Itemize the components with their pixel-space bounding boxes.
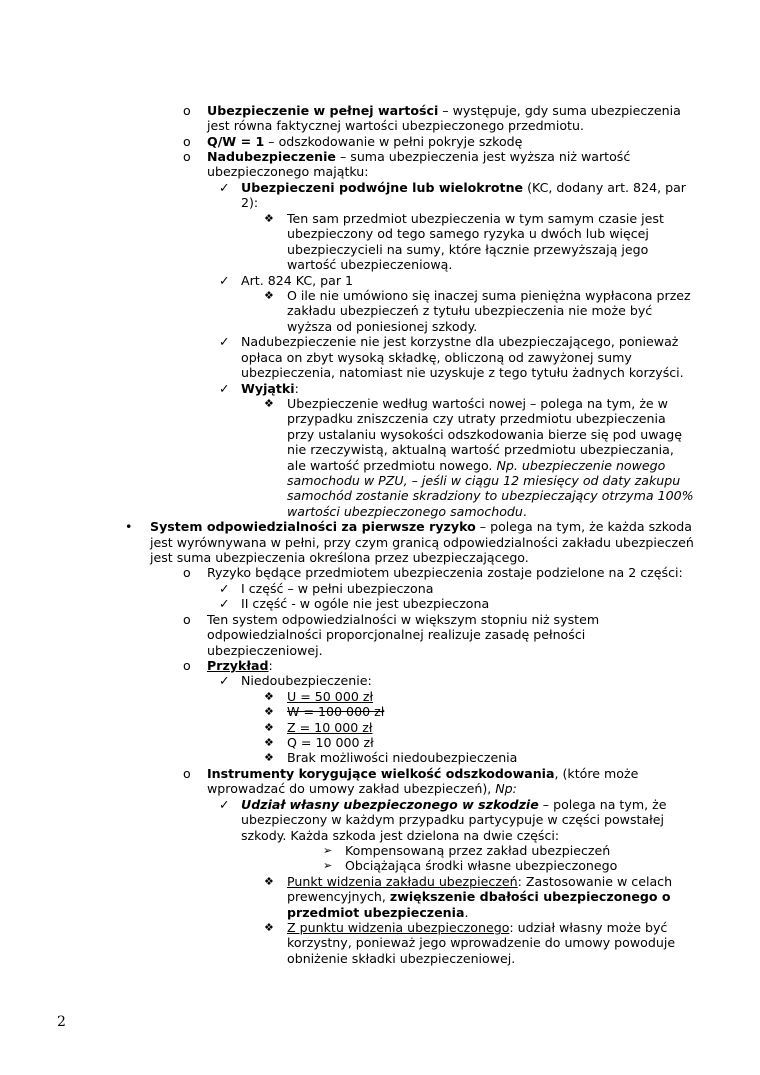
text-line: System odpowiedzialności za pierwsze ryzyko – polega na tym, że każda szkoda: [150, 519, 693, 534]
text-line: Q = 10 000 zł: [287, 735, 374, 750]
text-line: Brak możliwości niedoubezpieczenia: [287, 750, 518, 765]
bullet-dot: •: [125, 519, 133, 534]
text-line: ubezpieczycieli na sumy, które łącznie przewyższają jego: [287, 242, 649, 257]
diamond-bullet-icon: ❖: [264, 875, 274, 888]
text-line: ubezpieczenia, natomiast nie uzyskuje z tego tytułu żadnych korzyści.: [241, 365, 684, 380]
text-line: ale wartość przedmiotu nowego. Np. ubezpieczenie nowego: [287, 458, 666, 473]
text-line: prewencyjnych, zwiększenie dbałości ubezpieczonego o: [287, 889, 671, 904]
text-line: samochodu w PZU, – jeśli w ciągu 12 miesięcy od daty zakupu: [287, 473, 681, 488]
bullet-o: o: [183, 658, 191, 673]
text-line: Kompensowaną przez zakład ubezpieczeń: [345, 843, 611, 858]
text-line: jest wyrównywana w pełni, przy czym granicą odpowiedzialności zakładu ubezpieczeń: [150, 535, 694, 550]
text-line: przy ustalaniu wysokości odszkodowania bierze się pod uwagę: [287, 427, 683, 442]
text-line: W = 100 000 zł: [287, 704, 385, 719]
text-line: ubezpieczony w każdym przypadku partycypuje w części powstałej: [241, 812, 665, 827]
checkmark-icon: ✓: [219, 180, 230, 195]
bullet-o: o: [183, 134, 191, 149]
text-line: Ryzyko będące przedmiotem ubezpieczenia zostaje podzielone na 2 części:: [207, 565, 683, 580]
text-line: Instrumenty korygujące wielkość odszkodowania, (które może: [207, 766, 639, 781]
text-line: Niedoubezpieczenie:: [241, 673, 372, 688]
text-line: jest równa faktycznej wartości ubezpieczonego przedmiotu.: [207, 118, 584, 133]
checkmark-icon: ✓: [219, 273, 230, 288]
text-line: Wyjątki:: [241, 381, 299, 396]
text-line: Z = 10 000 zł: [287, 720, 373, 735]
checkmark-icon: ✓: [219, 334, 230, 349]
bullet-o: o: [183, 149, 191, 164]
text-line: I część – w pełni ubezpieczona: [241, 581, 434, 596]
bullet-o: o: [183, 103, 191, 118]
bullet-o: o: [183, 565, 191, 580]
text-line: jest suma ubezpieczenia określona przez ubezpieczającego.: [150, 550, 529, 565]
text-line: Nadubezpieczenie nie jest korzystne dla ubezpieczającego, ponieważ: [241, 334, 679, 349]
text-line: nie rzeczywistą, aktualną wartość przedmiotu ubezpieczania,: [287, 442, 674, 457]
text-line: Punkt widzenia zakładu ubezpieczeń: Zastosowanie w celach: [287, 874, 673, 889]
text-line: Obciążająca środki własne ubezpieczonego: [345, 858, 618, 873]
text-line: wartości ubezpieczonego samochodu.: [287, 504, 527, 519]
checkmark-icon: ✓: [219, 797, 230, 812]
text-line: Ten sam przedmiot ubezpieczenia w tym samym czasie jest: [287, 211, 664, 226]
arrow-bullet-icon: ➢: [323, 859, 333, 872]
text-line: II część - w ogóle nie jest ubezpieczona: [241, 596, 490, 611]
text-line: przedmiot ubezpieczenia.: [287, 905, 469, 920]
text-line: samochód zostanie skradziony to ubezpieczający otrzyma 100%: [287, 488, 694, 503]
diamond-bullet-icon: ❖: [264, 721, 274, 734]
text-line: zakładu ubezpieczeń z tytułu ubezpieczenia nie może być: [287, 303, 653, 318]
diamond-bullet-icon: ❖: [264, 212, 274, 225]
bullet-o: o: [183, 766, 191, 781]
text-line: odpowiedzialności proporcjonalnej realizuje zasadę pełności: [207, 627, 586, 642]
arrow-bullet-icon: ➢: [323, 844, 333, 857]
text-line: korzystny, ponieważ jego wprowadzenie do umowy powoduje: [287, 935, 676, 950]
diamond-bullet-icon: ❖: [264, 921, 274, 934]
checkmark-icon: ✓: [219, 673, 230, 688]
diamond-bullet-icon: ❖: [264, 705, 274, 718]
text-line: O ile nie umówiono się inaczej suma pieniężna wypłacona przez: [287, 288, 691, 303]
checkmark-icon: ✓: [219, 581, 230, 596]
diamond-bullet-icon: ❖: [264, 736, 274, 749]
text-line: opłaca on zbyt wysoką składkę, obliczoną od zawyżonej sumy: [241, 350, 632, 365]
text-line: Ubezpieczeni podwójne lub wielokrotne (KC, dodany art. 824, par: [241, 180, 686, 195]
checkmark-icon: ✓: [219, 381, 230, 396]
text-line: szkody. Każda szkoda jest dzielona na dwie części:: [241, 828, 560, 843]
text-line: ubezpieczeniowej.: [207, 643, 323, 658]
page-number: 2: [57, 1014, 66, 1030]
text-line: Nadubezpieczenie – suma ubezpieczenia jest wyższa niż wartość: [207, 149, 631, 164]
bullet-o: o: [183, 612, 191, 627]
text-line: ubezpieczony od tego samego ryzyka u dwóch lub więcej: [287, 226, 649, 241]
text-line: Przykład:: [207, 658, 273, 673]
text-line: ubezpieczonego majątku:: [207, 164, 369, 179]
text-line: Ubezpieczenie według wartości nowej – polega na tym, że w: [287, 396, 668, 411]
diamond-bullet-icon: ❖: [264, 690, 274, 703]
text-line: wartość ubezpieczeniową.: [287, 257, 453, 272]
diamond-bullet-icon: ❖: [264, 289, 274, 302]
text-line: Z punktu widzenia ubezpieczonego: udział własny może być: [287, 920, 668, 935]
diamond-bullet-icon: ❖: [264, 751, 274, 764]
diamond-bullet-icon: ❖: [264, 397, 274, 410]
text-line: Udział własny ubezpieczonego w szkodzie – polega na tym, że: [241, 797, 667, 812]
checkmark-icon: ✓: [219, 596, 230, 611]
text-line: Ubezpieczenie w pełnej wartości – występuje, gdy suma ubezpieczenia: [207, 103, 681, 118]
text-line: U = 50 000 zł: [287, 689, 374, 704]
text-line: 2):: [241, 195, 259, 210]
text-line: Art. 824 KC, par 1: [241, 273, 354, 288]
text-line: wyższa od poniesionej szkody.: [287, 319, 478, 334]
text-line: Ten system odpowiedzialności w większym stopniu niż system: [207, 612, 600, 627]
text-line: przypadku zniszczenia czy utraty przedmiotu ubezpieczenia: [287, 411, 666, 426]
text-line: obniżenie składki ubezpieczeniowej.: [287, 951, 516, 966]
text-line: Q/W = 1 – odszkodowanie w pełni pokryje szkodę: [207, 134, 523, 149]
text-line: wprowadzać do umowy zakład ubezpieczeń), Np:: [207, 781, 517, 796]
